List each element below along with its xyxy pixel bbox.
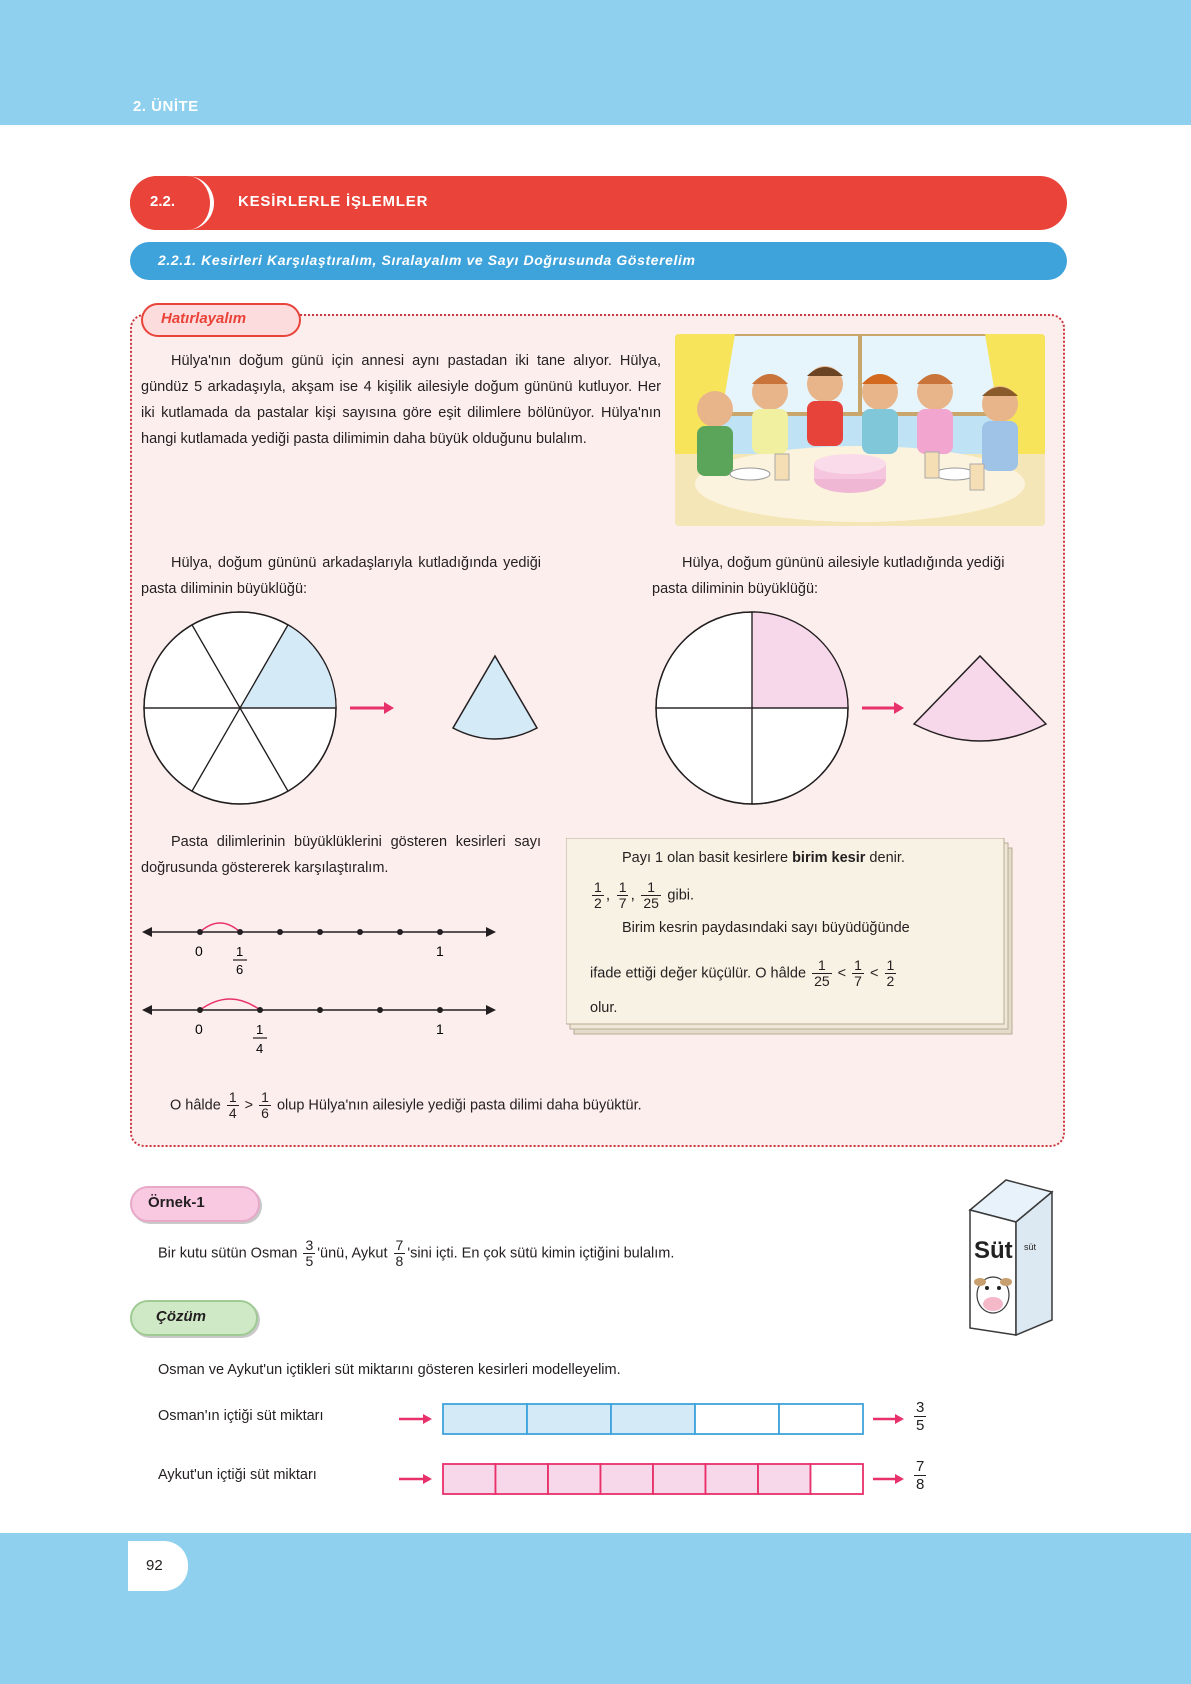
line2-mark-num: 1 — [256, 1022, 264, 1037]
bar-part-shaded — [548, 1464, 601, 1494]
unit-label: 2. ÜNİTE — [133, 98, 199, 115]
bar-part-shaded — [758, 1464, 811, 1494]
osman-bar-model — [443, 1404, 863, 1434]
solution-intro: Osman ve Aykut'un içtikleri süt miktarını gösteren kesirleri modelleyelim. — [158, 1362, 621, 1378]
number-line-tick — [397, 929, 403, 935]
number-line-tick — [317, 1007, 323, 1013]
number-line-tick — [437, 1007, 443, 1013]
example-label: Örnek-1 — [148, 1194, 205, 1211]
birthday-party-illustration — [675, 334, 1045, 526]
jump-arc-quarter — [200, 999, 260, 1010]
example-frac-2: $\frac{1}{7}$ — [618, 879, 627, 911]
osman-fraction: $\frac{3}{5}$ — [916, 1399, 925, 1434]
line1-mark-num: 1 — [236, 944, 244, 959]
bar-part-shaded — [443, 1464, 496, 1494]
subsection-title: 2.2.1. Kesirleri Karşılaştıralım, Sıralayalım ve Sayı Doğrusunda Gösterelim — [158, 252, 696, 268]
bar-part-shaded — [496, 1464, 549, 1494]
aykut-fraction: $\frac{7}{8}$ — [916, 1458, 925, 1493]
bar-part-shaded — [527, 1404, 611, 1434]
solution-label: Çözüm — [156, 1308, 206, 1325]
note-examples: $\frac{1}{2}$ , $\frac{1}{7}$ , $\frac{1}{25}$ gibi. — [594, 879, 695, 911]
osman-label: Osman'ın içtiği süt miktarı — [158, 1408, 324, 1424]
number-line-quarters — [142, 999, 496, 1056]
note-olur: olur. — [590, 1000, 618, 1016]
bar-part-shaded — [611, 1404, 695, 1434]
left-pie-diagram — [140, 608, 560, 808]
intro-paragraph: Hülya'nın doğum günü için annesi aynı pastadan iki tane alıyor. Hülya, gündüz 5 arkadaşıyla, akşam ise 4 kişilik ailesiyle doğum gününü kutluyor. Her iki kutlamada da pastalar kişi sayısına göre eşit dilimlere bölünüyor. Hülya'nın hangi kutlamada yediği pasta dilimimin daha büyük olduğunu bulalım. — [141, 353, 661, 447]
line2-one: 1 — [436, 1021, 444, 1037]
aykut-bar-model — [443, 1464, 863, 1494]
compare-paragraph: Pasta dilimlerinin büyüklüklerini gösteren kesirleri sayı doğrusunda göstererek karşılaştıralım. — [141, 834, 541, 876]
conclusion-text: O hâlde $\frac{1}{4}$ > $\frac{1}{6}$ olup Hülya'nın ailesiyle yediği pasta dilimi daha büyüktür. — [170, 1089, 642, 1121]
number-line-tick — [277, 929, 283, 935]
bar-part-shaded — [601, 1464, 654, 1494]
right-pie-diagram — [652, 608, 1072, 808]
number-line-tick — [357, 929, 363, 935]
number-line-tick — [317, 929, 323, 935]
example-frac-3: $\frac{1}{25}$ — [643, 879, 659, 911]
line2-zero: 0 — [195, 1021, 203, 1037]
pie-sector-shaded — [752, 612, 848, 708]
milk-brand: Süt — [974, 1237, 1013, 1264]
right-arrow-head — [894, 702, 904, 714]
milk-side-label: süt — [1024, 1242, 1037, 1252]
bar-part-shaded — [443, 1404, 527, 1434]
page-number: 92 — [146, 1557, 163, 1574]
left-arrow-head — [384, 702, 394, 714]
example-question: Bir kutu sütün Osman $\frac{3}{5}$ 'ünü, Aykut $\frac{7}{8}$ 'sini içti. En çok sütü kimin içtiğini bulalım. — [158, 1237, 675, 1269]
fraction-bar-models — [395, 1396, 915, 1506]
right-cake-slice — [914, 656, 1046, 741]
section-title: KESİRLERLE İŞLEMLER — [238, 193, 429, 210]
aykut-label: Aykut'un içtiği süt miktarı — [158, 1467, 317, 1483]
line2-mark-den: 4 — [256, 1041, 264, 1056]
number-lines — [140, 910, 510, 1060]
number-line-tick — [437, 929, 443, 935]
bar-part — [811, 1464, 864, 1494]
note-rule: Birim kesrin paydasındaki sayı büyüdüğünde — [622, 920, 910, 936]
number-line-sixths — [142, 923, 496, 977]
note-ordering: ifade ettiği değer küçülür. O hâlde $\frac{1}{25}$ < $\frac{1}{7}$ < $\frac{1}{2}$ — [590, 957, 895, 989]
bar-part-shaded — [653, 1464, 706, 1494]
jump-arc-sixth — [200, 923, 240, 932]
left-caption: Hülya, doğum gününü arkadaşlarıyla kutladığında yediği pasta diliminin büyüklüğü: — [141, 555, 541, 597]
number-line-tick — [197, 929, 203, 935]
left-cake-slice — [453, 656, 537, 739]
unit-fraction-note-card — [566, 838, 1016, 1038]
number-line-tick — [377, 1007, 383, 1013]
milk-carton-icon — [966, 1170, 1056, 1340]
bar-part-shaded — [706, 1464, 759, 1494]
number-line-tick — [237, 929, 243, 935]
remember-label: Hatırlayalım — [161, 310, 247, 327]
number-line-tick — [257, 1007, 263, 1013]
line1-one: 1 — [436, 943, 444, 959]
line1-zero: 0 — [195, 943, 203, 959]
note-definition: Payı 1 olan basit kesirlere birim kesir denir. — [622, 850, 905, 866]
birthday-party-drawing — [675, 334, 1045, 526]
example-frac-1: $\frac{1}{2}$ — [594, 879, 602, 911]
number-line-tick — [197, 1007, 203, 1013]
bar-part — [779, 1404, 863, 1434]
line1-mark-den: 6 — [236, 962, 244, 977]
bar-part — [695, 1404, 779, 1434]
section-number: 2.2. — [150, 193, 176, 210]
right-caption: Hülya, doğum gününü ailesiyle kutladığında yediği pasta diliminin büyüklüğü: — [652, 555, 1005, 597]
